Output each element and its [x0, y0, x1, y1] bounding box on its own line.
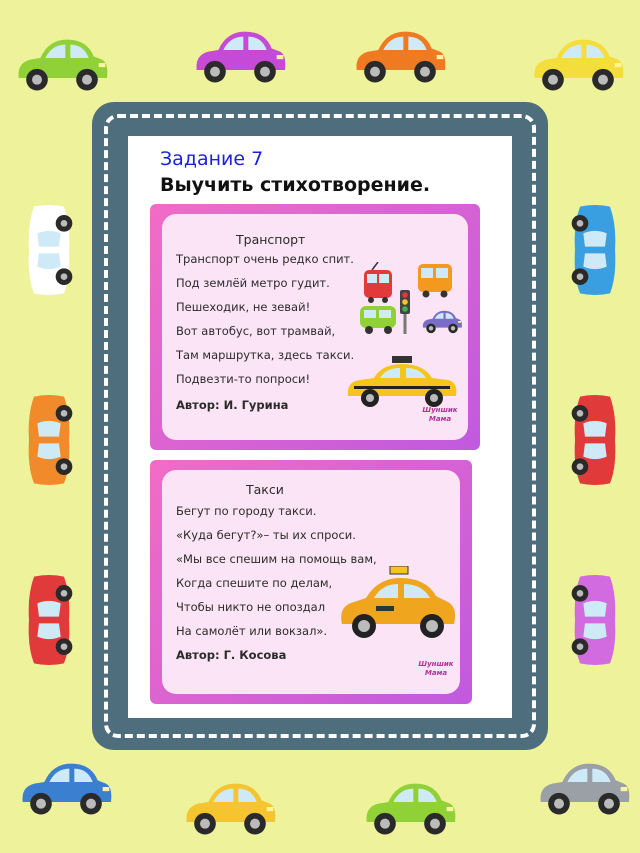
- car-icon: [360, 772, 460, 842]
- watermark-logo: Шуншик Мама: [418, 660, 454, 677]
- poem-line: Когда спешите по делам,: [176, 576, 333, 590]
- traffic-light-icon: [398, 290, 412, 334]
- minibus-icon: [358, 302, 398, 336]
- car-icon: [350, 20, 450, 90]
- watermark-logo: Шуншик Мама: [422, 406, 458, 423]
- poem-line: Под землёй метро гудит.: [176, 276, 330, 290]
- bus-icon: [416, 260, 454, 298]
- car-icon: [14, 390, 84, 490]
- poem-line: «Куда бегут?»– ты их спроси.: [176, 528, 356, 542]
- poem-line: «Мы все спешим на помощь вам,: [176, 552, 377, 566]
- poem-line: Подвезти-то попроси!: [176, 372, 311, 386]
- poem-author: Автор: И. Гурина: [176, 398, 289, 412]
- poem-line: Вот автобус, вот трамвай,: [176, 324, 336, 338]
- car-icon: [534, 752, 634, 822]
- car-icon: [190, 20, 290, 90]
- car-icon: [12, 28, 112, 98]
- poem-title: Транспорт: [236, 232, 306, 247]
- car-icon: [16, 752, 116, 822]
- poem-card: [150, 460, 472, 704]
- poem-line: Транспорт очень редко спит.: [176, 252, 354, 266]
- task-instruction: Выучить стихотворение.: [160, 174, 431, 196]
- poem-line: Чтобы никто не опоздал: [176, 600, 326, 614]
- poem-line: Пешеходик, не зевай!: [176, 300, 311, 314]
- car-icon: [14, 200, 84, 300]
- poem-line: Там маршрутка, здесь такси.: [176, 348, 355, 362]
- poem-card: [150, 204, 480, 450]
- car-icon: [420, 306, 464, 336]
- car-icon: [14, 570, 84, 670]
- car-icon: [180, 772, 280, 842]
- taxi-icon: [344, 356, 460, 408]
- poem-title: Такси: [246, 482, 284, 497]
- car-icon: [560, 200, 630, 300]
- car-icon: [528, 28, 628, 98]
- tram-icon: [362, 262, 394, 304]
- car-icon: [560, 570, 630, 670]
- task-title: Задание 7: [160, 148, 264, 170]
- poem-author: Автор: Г. Косова: [176, 648, 287, 662]
- taxi-icon: [336, 566, 460, 642]
- poem-line: Бегут по городу такси.: [176, 504, 317, 518]
- poem-line: На самолёт или вокзал».: [176, 624, 328, 638]
- car-icon: [560, 390, 630, 490]
